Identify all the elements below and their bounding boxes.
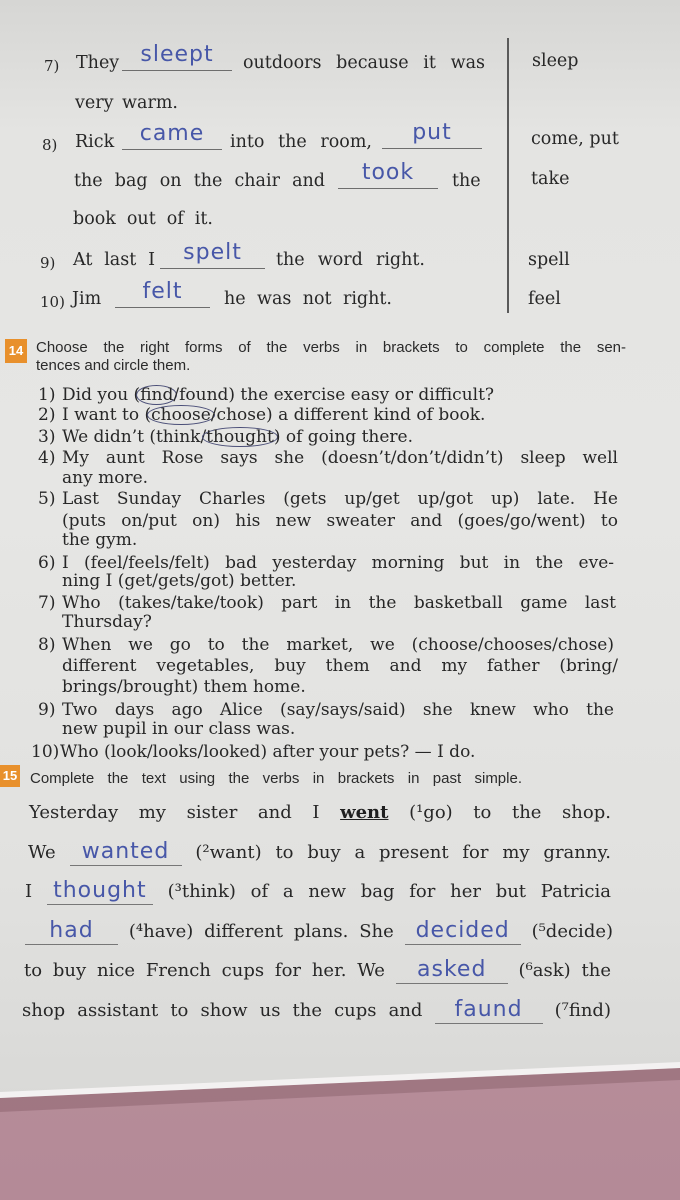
item-number: 2) xyxy=(38,405,56,425)
sentence-text: the word right. xyxy=(276,250,425,270)
sentence-text: ) of going there. xyxy=(273,427,413,447)
text-segment: Yesterday my sister and I xyxy=(29,802,320,823)
text-line xyxy=(24,957,611,984)
sentence-line: Who (look/looks/looked) after your pets? — I do. xyxy=(60,742,476,762)
text-segment: (⁴have) different plans. She xyxy=(128,921,394,942)
circled-answer: find xyxy=(136,385,177,405)
text-segment: I xyxy=(25,881,33,902)
text-line xyxy=(28,839,611,866)
sentence-line xyxy=(62,385,494,405)
exercise-instruction: Choose the right forms of the verbs in brackets to complete the sen- xyxy=(36,339,626,356)
sentence-text: I want to ( xyxy=(62,405,152,425)
handwritten-answer: faund xyxy=(435,997,543,1024)
sentence-line: I (feel/feels/felt) bad yesterday morning but in the eve- xyxy=(62,553,614,573)
column-divider xyxy=(507,38,509,313)
item-number: 10) xyxy=(40,293,65,311)
text-segment: (³think) of a new bag for her but Patricia xyxy=(167,881,611,902)
sentence-line: different vegetables, buy them and my father (bring/ xyxy=(62,656,618,676)
item-number: 9) xyxy=(38,700,56,720)
handwritten-answer: spelt xyxy=(160,240,265,269)
sentence-line xyxy=(62,427,413,447)
sentence-text: /chose) a different kind of book. xyxy=(210,405,486,425)
sentence-text: very warm. xyxy=(75,93,178,113)
sentence-text: the xyxy=(452,171,481,191)
sentence-text: Did you ( xyxy=(62,385,141,405)
sentence-line: Thursday? xyxy=(62,612,152,632)
verb-hint: come, put xyxy=(531,129,619,149)
item-number: 7) xyxy=(44,57,60,75)
verb-hint: sleep xyxy=(532,51,579,71)
example-answer: went xyxy=(340,802,389,823)
exercise-number-badge: 14 xyxy=(5,339,27,363)
sentence-text: into the room, xyxy=(230,132,372,152)
handwritten-answer: had xyxy=(25,918,118,945)
exercise-instruction: Complete the text using the verbs in brackets in past simple. xyxy=(30,770,522,787)
text-line xyxy=(25,878,611,905)
text-line xyxy=(25,918,613,945)
handwritten-answer: thought xyxy=(47,878,153,905)
sentence-line: Last Sunday Charles (gets up/get up/got up) late. He xyxy=(62,489,618,509)
handwritten-answer: felt xyxy=(115,279,210,308)
sentence-text: book out of it. xyxy=(73,209,213,229)
sentence-text: the bag on the chair and xyxy=(74,171,325,191)
sentence-line: When we go to the market, we (choose/chooses/chose) xyxy=(62,635,614,655)
text-segment: (²want) to buy a present for my granny. xyxy=(195,842,611,863)
sentence-line: brings/brought) them home. xyxy=(62,677,306,697)
sentence-line: new pupil in our class was. xyxy=(62,719,296,739)
sentence-text: outdoors because it was xyxy=(243,53,485,73)
sentence-text: Rick xyxy=(75,132,115,152)
sentence-line: My aunt Rose says she (doesn’t/don’t/didn’t) sleep well xyxy=(62,448,618,468)
sentence-text: Jim xyxy=(72,289,102,309)
sentence-line: any more. xyxy=(62,468,149,488)
sentence-line xyxy=(62,405,485,425)
text-segment: shop assistant to show us the cups and xyxy=(22,1000,423,1021)
handwritten-answer: came xyxy=(122,121,222,150)
text-line xyxy=(29,800,611,826)
verb-hint: spell xyxy=(528,250,570,270)
item-number: 9) xyxy=(40,254,56,272)
handwritten-answer: took xyxy=(338,160,438,189)
sentence-line: Two days ago Alice (say/says/said) she knew who the xyxy=(62,700,614,720)
verb-hint: take xyxy=(531,169,570,189)
text-segment: We xyxy=(28,842,56,863)
sentence-text: /found) the exercise easy or difficult? xyxy=(173,385,495,405)
text-segment: (⁶ask) the xyxy=(518,960,611,981)
sentence-line: Who (takes/take/took) part in the basketball game last xyxy=(62,593,616,613)
item-number: 4) xyxy=(38,448,56,468)
handwritten-answer: asked xyxy=(396,957,508,984)
text-segment: to buy nice French cups for her. We xyxy=(24,960,385,981)
item-number: 5) xyxy=(38,489,56,509)
sentence-text: he was not right. xyxy=(224,289,392,309)
text-segment: (⁷find) xyxy=(554,1000,611,1021)
item-number: 1) xyxy=(38,385,56,405)
exercise-instruction: tences and circle them. xyxy=(36,357,191,374)
item-number: 6) xyxy=(38,553,56,573)
item-number: 10) xyxy=(31,742,60,762)
handwritten-answer: sleept xyxy=(122,42,232,71)
verb-hint: feel xyxy=(528,289,561,309)
text-segment: (⁵decide) xyxy=(531,921,614,942)
sentence-line: ning I (get/gets/got) better. xyxy=(62,571,297,591)
handwritten-answer: decided xyxy=(405,918,521,945)
sentence-line: the gym. xyxy=(62,530,138,550)
sentence-line: (puts on/put on) his new sweater and (goes/go/went) to xyxy=(62,511,618,531)
circled-answer: thought xyxy=(202,427,278,447)
sentence-text: At last I xyxy=(73,250,155,270)
item-number: 8) xyxy=(38,635,56,655)
item-number: 8) xyxy=(42,136,58,154)
item-number: 7) xyxy=(38,593,56,613)
circled-answer: choose xyxy=(147,405,215,425)
text-segment: (¹go) to the shop. xyxy=(409,802,611,823)
handwritten-answer: wanted xyxy=(70,839,182,866)
sentence-text: We didn’t (think/ xyxy=(62,427,207,447)
exercise-number-badge: 15 xyxy=(0,765,20,787)
item-number: 3) xyxy=(38,427,56,447)
sentence-text: They xyxy=(76,53,120,73)
handwritten-answer: put xyxy=(382,120,482,149)
text-line xyxy=(22,997,611,1024)
